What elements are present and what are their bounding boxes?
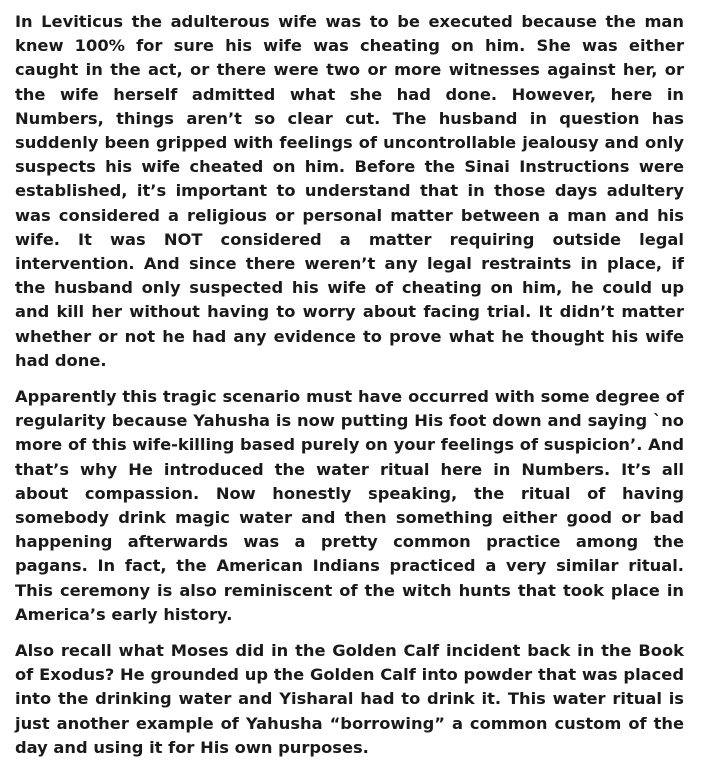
- paragraph-golden-calf: Also recall what Moses did in the Golden Calf incident back in the Book of Exodus? He grounded up the Golden Calf into powder that was placed into the drinking water and Yisharal had to drink it. This water ritual is just another example of Yahusha “borrowing” a common custom of the day and using it for His own purposes.: [15, 641, 684, 757]
- paragraph-leviticus-numbers: In Leviticus the adulterous wife was to be executed because the man knew 100% for sure his wife was cheating on him. She was either caught in the act, or there were two or more witnesses against her, or the wife herself admitted what she had done. However, here in Numbers, things aren’t so clear cut. The husband in question has suddenly been gripped with feelings of uncontrollable jealousy and only suspects his wife cheated on him. Before the Sinai Instructions were established, it’s important to understand that in those days adultery was considered a religious or personal matter between a man and his wife. It was NOT considered a matter requiring outside legal intervention. And since there weren’t any legal restraints in place, if the husband only suspected his wife of cheating on him, he could up and kill her without having to worry about facing trial. It didn’t matter whether or not he had any evidence to prove what he thought his wife had done.: [15, 12, 684, 370]
- paragraph-water-ritual: Apparently this tragic scenario must have occurred with some degree of regularity because Yahusha is now putting His foot down and saying `no more of this wife-killing based purely on your feelings of suspicion’. And that’s why He introduced the water ritual here in Numbers. It’s all about compassion. Now honestly speaking, the ritual of having somebody drink magic water and then something either good or bad happening afterwards was a pretty common practice among the pagans. In fact, the American Indians practiced a very similar ritual. This ceremony is also reminiscent of the witch hunts that took place in America’s early history.: [15, 387, 684, 624]
